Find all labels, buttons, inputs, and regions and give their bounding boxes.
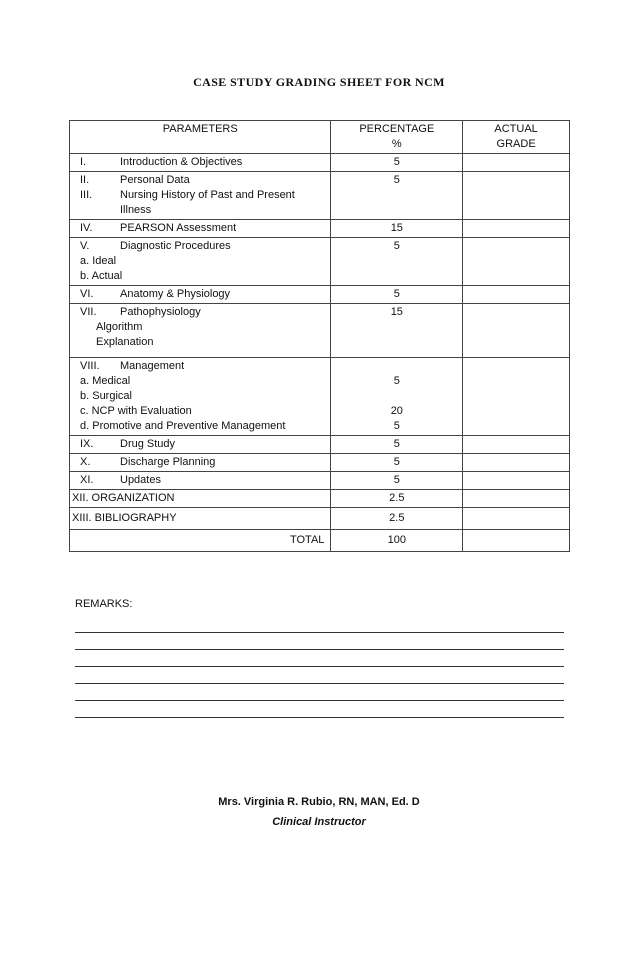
row-number: X. [80,456,91,468]
percentage-cell: 5 [331,286,463,304]
percentage-cell: 5 [331,172,463,220]
remarks-line[interactable] [75,666,564,667]
parameter-cell [70,154,331,172]
row-label: Anatomy & Physiology [120,288,231,300]
percentage-cell: 5 [331,238,463,286]
remarks-line[interactable] [75,649,564,650]
row-label: Pathophysiology [120,306,201,318]
percentage-cell: 5 [331,154,463,172]
sub-item: a. Ideal [80,255,117,267]
remarks-lines[interactable] [75,632,564,734]
table-row [70,358,570,436]
table-row [70,436,570,454]
table-row [70,490,570,508]
parameter-cell [70,172,331,220]
row-label: Management [120,360,185,372]
parameter-cell [70,454,331,472]
actual-grade-cell[interactable] [463,238,570,286]
row-number: V. [80,240,90,252]
actual-grade-cell[interactable] [463,472,570,490]
signatory-role: Clinical Instructor [272,816,366,828]
sub-item: a. Medical [80,375,131,387]
sub-item: b. Surgical [80,390,132,402]
header-actual-line1: ACTUAL [494,123,538,135]
percentage-cell: 5 [331,454,463,472]
actual-grade-cell[interactable] [463,508,570,530]
document-title: CASE STUDY GRADING SHEET FOR NCM [193,75,445,89]
actual-grade-cell[interactable] [463,436,570,454]
percentage-cell: 5 [331,436,463,454]
parameter-cell: XIII. BIBLIOGRAPHY [70,508,331,530]
header-actual-line2: GRADE [496,138,536,150]
sub-item: c. NCP with Evaluation [80,405,192,417]
parameter-cell [70,472,331,490]
row-number: II. [80,174,90,186]
row-number: VI. [80,288,94,300]
remarks-line[interactable] [75,683,564,684]
row-label: Updates [120,474,161,486]
table-row [70,286,570,304]
parameter-cell [70,304,331,358]
total-row [70,530,570,552]
header-actual-grade [463,121,570,154]
actual-grade-cell[interactable] [463,286,570,304]
row-number: XI. [80,474,94,486]
table-row [70,172,570,220]
remarks-line[interactable] [75,717,564,718]
table-header-row [70,121,570,154]
parameter-cell [70,436,331,454]
remarks-label: REMARKS: [75,598,133,610]
actual-grade-cell[interactable] [463,454,570,472]
parameter-cell: XII. ORGANIZATION [70,490,331,508]
total-label: TOTAL [70,530,331,552]
row-number: VII. [80,306,97,318]
actual-grade-cell[interactable] [463,358,570,436]
sub-item: d. Promotive and Preventive Management [80,420,286,432]
percentage-value: 5 [393,420,400,432]
table-row [70,454,570,472]
table-row [70,304,570,358]
sub-item: Algorithm [96,321,143,333]
actual-grade-cell[interactable] [463,490,570,508]
row-label: Drug Study [120,438,176,450]
row-number: III. [80,189,93,201]
percentage-cell: 15 [331,220,463,238]
actual-grade-cell[interactable] [463,154,570,172]
sub-item: b. Actual [80,270,123,282]
parameter-cell [70,286,331,304]
table-row [70,508,570,530]
row-number: IX. [80,438,94,450]
header-percentage-line2: % [391,138,402,150]
header-percentage-line1: PERCENTAGE [359,123,435,135]
percentage-cell: 2.5 [331,490,463,508]
percentage-value: 20 [390,405,403,417]
row-number: IV. [80,222,93,234]
parameter-cell [70,220,331,238]
row-label: PEARSON Assessment [120,222,237,234]
table-row [70,472,570,490]
total-percentage: 100 [331,530,463,552]
actual-grade-cell[interactable] [463,172,570,220]
percentage-cell: 5 [331,472,463,490]
header-percentage [331,121,463,154]
percentage-cell: 2.5 [331,508,463,530]
parameter-cell [70,358,331,436]
signatory-name: Mrs. Virginia R. Rubio, RN, MAN, Ed. D [218,796,420,808]
row-label: Personal Data [120,174,190,186]
row-label: Diagnostic Procedures [120,240,231,252]
parameter-cell [70,238,331,286]
row-label: Discharge Planning [120,456,216,468]
row-label: Nursing History of Past and Present Illness [120,189,295,216]
row-label: Introduction & Objectives [120,156,243,168]
table-row [70,238,570,286]
percentage-cell [331,358,463,436]
actual-grade-cell[interactable] [463,220,570,238]
table-row [70,154,570,172]
remarks-line[interactable] [75,632,564,633]
percentage-value: 5 [393,375,400,387]
grading-table [69,120,570,552]
remarks-line[interactable] [75,700,564,701]
total-actual-grade-cell[interactable] [463,530,570,552]
row-number: I. [80,156,87,168]
table-row [70,220,570,238]
actual-grade-cell[interactable] [463,304,570,358]
percentage-cell: 15 [331,304,463,358]
header-parameters: PARAMETERS [70,121,331,154]
sub-item: Explanation [96,336,154,348]
row-number: VIII. [80,360,100,372]
